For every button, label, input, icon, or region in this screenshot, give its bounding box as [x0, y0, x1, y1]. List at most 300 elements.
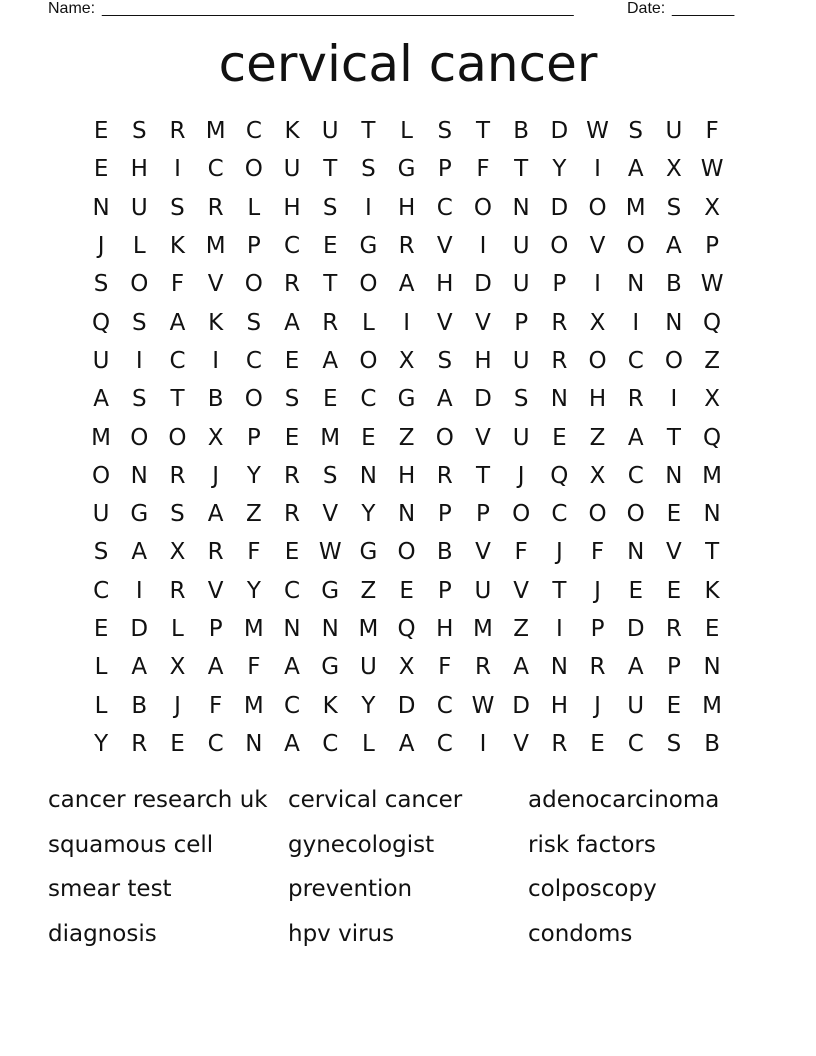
- grid-letter: P: [437, 156, 452, 183]
- grid-letter: H: [397, 194, 416, 221]
- grid-letter: S: [246, 309, 262, 336]
- grid-letter: R: [169, 577, 186, 604]
- grid-letter: S: [322, 462, 338, 489]
- grid-letter: P: [666, 654, 681, 681]
- grid-letter: S: [666, 194, 682, 221]
- grid-letter: E: [93, 156, 109, 183]
- grid-letter: O: [664, 347, 683, 374]
- grid-letter: V: [475, 424, 491, 451]
- grid-letter: R: [284, 501, 301, 528]
- grid-letter: C: [284, 233, 301, 260]
- grid-letter: T: [170, 386, 185, 413]
- grid-letter: E: [628, 577, 643, 604]
- grid-letter: C: [284, 692, 301, 719]
- grid-letter: R: [474, 654, 491, 681]
- grid-letter: E: [666, 501, 682, 528]
- grid-letter: L: [361, 309, 375, 336]
- grid-letter: S: [131, 309, 147, 336]
- grid-letter: U: [130, 194, 148, 221]
- grid-letter: F: [590, 539, 605, 566]
- grid-letter: G: [397, 156, 416, 183]
- grid-letter: C: [207, 730, 224, 757]
- grid-letter: E: [590, 730, 605, 757]
- grid-letter: L: [94, 654, 108, 681]
- grid-letter: K: [322, 692, 338, 719]
- grid-letter: I: [479, 233, 487, 260]
- grid-letter: H: [436, 616, 454, 642]
- grid-letter: H: [130, 156, 148, 183]
- grid-letter: W: [586, 118, 609, 145]
- grid-letter: E: [666, 577, 682, 604]
- grid-letter: S: [437, 347, 453, 374]
- grid-letter: X: [589, 309, 606, 336]
- grid-letter: A: [627, 156, 644, 183]
- grid-letter: R: [589, 654, 606, 681]
- grid-letter: O: [626, 233, 645, 260]
- grid-letter: B: [513, 118, 530, 145]
- grid-letter: A: [666, 233, 682, 260]
- grid-letter: G: [130, 501, 149, 528]
- grid-letter: W: [700, 271, 724, 298]
- word-list-item: diagnosis: [48, 921, 157, 948]
- grid-letter: E: [170, 730, 185, 757]
- grid-letter: P: [705, 233, 720, 260]
- word-list-item: risk factors: [528, 831, 656, 858]
- grid-letter: N: [321, 616, 339, 642]
- grid-letter: N: [245, 730, 263, 757]
- grid-letter: M: [91, 424, 112, 451]
- grid-letter: E: [322, 386, 338, 413]
- grid-letter: Z: [589, 424, 606, 451]
- grid-letter: G: [397, 386, 416, 413]
- date-label: Date:: [627, 0, 666, 17]
- grid-letter: N: [512, 194, 530, 221]
- grid-letter: U: [359, 654, 377, 681]
- grid-letter: D: [512, 692, 531, 719]
- grid-letter: A: [207, 501, 224, 528]
- grid-letter: O: [588, 194, 607, 221]
- grid-letter: U: [321, 118, 339, 145]
- grid-letter: C: [436, 194, 453, 221]
- grid-letter: A: [131, 539, 148, 566]
- grid-letter: P: [437, 501, 452, 528]
- word-list-item: smear test: [48, 876, 172, 903]
- grid-letter: L: [132, 233, 146, 260]
- grid-letter: P: [552, 271, 567, 298]
- grid-letter: C: [207, 156, 224, 183]
- grid-letter: S: [284, 386, 300, 413]
- grid-letter: W: [700, 156, 724, 183]
- grid-letter: R: [169, 462, 186, 489]
- grid-letter: I: [479, 730, 487, 757]
- word-list-item: gynecologist: [288, 831, 435, 858]
- grid-letter: V: [513, 730, 530, 757]
- grid-letter: R: [207, 539, 224, 566]
- grid-letter: M: [243, 692, 264, 719]
- grid-letter: O: [588, 347, 607, 374]
- grid-letter: V: [436, 309, 453, 336]
- grid-letter: O: [512, 501, 531, 528]
- grid-letter: I: [555, 616, 563, 642]
- grid-letter: T: [666, 424, 681, 451]
- grid-letter: Z: [513, 616, 530, 642]
- word-list-item: hpv virus: [288, 921, 395, 948]
- word-list-item: cancer research uk: [48, 787, 268, 814]
- grid-letter: B: [666, 271, 682, 298]
- grid-letter: O: [244, 271, 263, 298]
- grid-letter: C: [284, 577, 301, 604]
- grid-letter: N: [550, 386, 568, 413]
- grid-letter: N: [665, 462, 683, 489]
- grid-letter: S: [93, 539, 109, 566]
- grid-letter: L: [247, 194, 261, 221]
- grid-letter: J: [174, 692, 181, 719]
- grid-letter: R: [207, 194, 224, 221]
- grid-letter: E: [666, 692, 682, 719]
- grid-letter: S: [628, 118, 644, 145]
- grid-letter: P: [437, 577, 452, 604]
- grid-letter: R: [169, 118, 186, 145]
- grid-letter: N: [703, 654, 721, 681]
- grid-letter: S: [93, 271, 109, 298]
- grid-letter: R: [551, 347, 568, 374]
- grid-letter: M: [473, 616, 493, 642]
- grid-letter: T: [514, 156, 529, 183]
- grid-letter: E: [322, 233, 338, 260]
- grid-letter: N: [703, 501, 721, 528]
- grid-letter: J: [555, 539, 563, 566]
- grid-letter: C: [627, 462, 644, 489]
- word-list-item: adenocarcinoma: [528, 787, 720, 814]
- grid-letter: V: [207, 271, 224, 298]
- grid-letter: R: [398, 233, 415, 260]
- grid-letter: A: [93, 386, 109, 413]
- grid-letter: Y: [246, 577, 261, 604]
- grid-letter: B: [704, 730, 720, 757]
- grid-letter: S: [361, 156, 376, 183]
- grid-letter: Y: [552, 156, 567, 183]
- grid-letter: O: [244, 156, 263, 183]
- grid-letter: Y: [94, 730, 109, 757]
- grid-letter: B: [131, 692, 148, 719]
- grid-letter: D: [474, 271, 492, 298]
- grid-letter: E: [704, 616, 720, 642]
- grid-letter: O: [92, 462, 111, 489]
- grid-letter: O: [435, 424, 454, 451]
- grid-letter: F: [247, 539, 261, 566]
- grid-letter: T: [475, 462, 490, 489]
- grid-letter: U: [474, 577, 492, 604]
- grid-letter: C: [169, 347, 186, 374]
- grid-letter: X: [398, 654, 415, 681]
- grid-letter: U: [512, 424, 530, 451]
- grid-letter: H: [588, 386, 607, 413]
- grid-letter: Y: [361, 692, 376, 719]
- grid-letter: S: [666, 730, 682, 757]
- grid-letter: O: [588, 501, 607, 528]
- grid-letter: V: [207, 577, 224, 604]
- grid-letter: A: [207, 654, 224, 681]
- grid-letter: A: [627, 654, 644, 681]
- grid-letter: E: [284, 347, 300, 374]
- grid-letter: G: [359, 539, 378, 566]
- word-search-grid: [82, 112, 730, 760]
- grid-letter: M: [205, 118, 226, 145]
- grid-letter: P: [246, 424, 261, 451]
- grid-letter: K: [169, 233, 186, 260]
- grid-letter: J: [212, 462, 220, 489]
- grid-letter: T: [323, 156, 338, 183]
- grid-letter: F: [170, 271, 185, 298]
- grid-letter: V: [436, 233, 453, 260]
- grid-letter: I: [670, 386, 678, 413]
- grid-letter: Z: [704, 347, 720, 374]
- grid-letter: A: [513, 654, 530, 681]
- grid-letter: E: [361, 424, 376, 451]
- grid-letter: C: [360, 386, 377, 413]
- grid-letter: C: [436, 692, 453, 719]
- grid-letter: Q: [550, 462, 569, 489]
- grid-letter: D: [626, 616, 645, 642]
- grid-letter: Z: [245, 501, 262, 528]
- grid-letter: C: [627, 347, 644, 374]
- grid-letter: V: [513, 577, 530, 604]
- grid-letter: M: [243, 616, 264, 642]
- grid-letter: N: [130, 462, 148, 489]
- grid-letter: X: [169, 654, 186, 681]
- page-title: cervical cancer: [218, 35, 598, 93]
- grid-letter: X: [666, 156, 682, 183]
- grid-letter: H: [283, 194, 301, 221]
- grid-letter: S: [513, 386, 529, 413]
- grid-letter: C: [322, 730, 339, 757]
- grid-letter: C: [93, 577, 110, 604]
- grid-letter: R: [436, 462, 453, 489]
- grid-letter: N: [550, 654, 568, 681]
- grid-letter: I: [135, 347, 143, 374]
- grid-letter: P: [590, 616, 605, 642]
- grid-letter: L: [361, 730, 375, 757]
- grid-letter: M: [205, 233, 226, 260]
- grid-letter: B: [207, 386, 224, 413]
- grid-letter: N: [627, 539, 645, 566]
- grid-letter: H: [550, 692, 568, 719]
- grid-letter: X: [169, 539, 186, 566]
- grid-letter: A: [284, 309, 300, 336]
- grid-letter: N: [283, 616, 301, 642]
- grid-letter: N: [397, 501, 416, 528]
- word-list-item: condoms: [528, 921, 633, 948]
- grid-letter: Z: [360, 577, 377, 604]
- grid-letter: O: [473, 194, 493, 221]
- grid-letter: X: [398, 347, 415, 374]
- grid-letter: L: [400, 118, 413, 145]
- grid-letter: A: [131, 654, 148, 681]
- grid-letter: S: [131, 386, 147, 413]
- word-list-item: colposcopy: [528, 876, 657, 903]
- grid-letter: E: [399, 577, 414, 604]
- grid-letter: I: [403, 309, 410, 336]
- grid-letter: J: [594, 692, 601, 719]
- grid-letter: M: [625, 194, 646, 221]
- grid-letter: V: [475, 309, 491, 336]
- grid-letter: N: [627, 271, 645, 298]
- grid-letter: A: [322, 347, 339, 374]
- grid-letter: M: [702, 462, 723, 489]
- grid-letter: R: [551, 730, 568, 757]
- grid-letter: O: [130, 271, 149, 298]
- grid-letter: Q: [397, 616, 416, 642]
- grid-letter: S: [131, 118, 147, 145]
- name-blank-line: _____________________________________________________: [102, 0, 574, 17]
- grid-letter: H: [474, 347, 492, 374]
- grid-letter: J: [594, 577, 601, 604]
- grid-letter: R: [284, 271, 301, 298]
- grid-letter: X: [704, 386, 720, 413]
- grid-letter: U: [512, 233, 530, 260]
- grid-letter: A: [169, 309, 186, 336]
- grid-letter: M: [320, 424, 341, 451]
- grid-letter: V: [322, 501, 339, 528]
- grid-letter: K: [284, 118, 300, 145]
- grid-letter: A: [627, 424, 644, 451]
- grid-letter: R: [551, 309, 568, 336]
- grid-letter: R: [131, 730, 148, 757]
- grid-letter: W: [471, 692, 495, 719]
- grid-letter: E: [284, 539, 300, 566]
- grid-letter: U: [665, 118, 683, 145]
- grid-letter: Q: [703, 309, 722, 336]
- grid-letter: O: [397, 539, 416, 566]
- grid-letter: C: [436, 730, 453, 757]
- word-list-item: cervical cancer: [288, 787, 463, 814]
- grid-letter: S: [437, 118, 453, 145]
- grid-letter: M: [702, 692, 723, 719]
- grid-letter: X: [589, 462, 606, 489]
- grid-letter: D: [130, 616, 149, 642]
- grid-letter: C: [245, 347, 262, 374]
- grid-letter: U: [512, 271, 530, 298]
- grid-letter: C: [627, 730, 644, 757]
- grid-letter: O: [626, 501, 645, 528]
- word-list-item: prevention: [288, 876, 413, 903]
- grid-letter: Z: [398, 424, 415, 451]
- grid-letter: K: [704, 577, 720, 604]
- grid-letter: X: [704, 194, 720, 221]
- grid-letter: S: [322, 194, 338, 221]
- grid-letter: R: [322, 309, 339, 336]
- grid-letter: X: [207, 424, 224, 451]
- grid-letter: P: [246, 233, 261, 260]
- grid-letter: M: [358, 616, 379, 642]
- grid-letter: V: [666, 539, 682, 566]
- grid-letter: T: [361, 118, 376, 145]
- grid-letter: A: [284, 654, 300, 681]
- grid-letter: I: [594, 156, 601, 183]
- grid-letter: F: [209, 692, 223, 719]
- grid-letter: C: [551, 501, 568, 528]
- grid-letter: U: [92, 501, 110, 528]
- grid-letter: C: [245, 118, 262, 145]
- grid-letter: J: [517, 462, 525, 489]
- grid-letter: G: [321, 654, 340, 681]
- name-label: Name:: [48, 0, 96, 17]
- grid-letter: L: [94, 692, 108, 719]
- word-list-item: squamous cell: [48, 831, 214, 858]
- grid-letter: F: [476, 156, 490, 183]
- grid-letter: W: [318, 539, 342, 566]
- grid-letter: G: [359, 233, 378, 260]
- grid-letter: A: [398, 730, 415, 757]
- grid-letter: F: [705, 118, 719, 145]
- grid-letter: O: [244, 386, 263, 413]
- grid-letter: B: [436, 539, 453, 566]
- grid-letter: I: [365, 194, 372, 221]
- word-list: [48, 778, 768, 956]
- grid-letter: A: [436, 386, 453, 413]
- grid-letter: O: [130, 424, 149, 451]
- grid-letter: E: [93, 118, 109, 145]
- grid-letter: A: [284, 730, 300, 757]
- grid-letter: E: [93, 616, 109, 642]
- grid-letter: U: [92, 347, 110, 374]
- grid-letter: I: [174, 156, 181, 183]
- grid-letter: T: [475, 118, 490, 145]
- grid-letter: I: [135, 577, 143, 604]
- grid-letter: H: [397, 462, 416, 489]
- grid-letter: J: [97, 233, 105, 260]
- grid-letter: F: [438, 654, 452, 681]
- grid-letter: P: [476, 501, 490, 528]
- name-date-header: [48, 0, 748, 18]
- grid-letter: A: [398, 271, 415, 298]
- grid-letter: D: [550, 118, 569, 145]
- grid-letter: L: [171, 616, 184, 642]
- grid-letter: E: [284, 424, 300, 451]
- grid-letter: F: [514, 539, 528, 566]
- grid-letter: R: [665, 616, 682, 642]
- grid-letter: F: [247, 654, 261, 681]
- grid-letter: E: [552, 424, 567, 451]
- grid-letter: N: [665, 309, 683, 336]
- grid-letter: O: [168, 424, 187, 451]
- grid-letter: P: [208, 616, 223, 642]
- grid-letter: U: [512, 347, 530, 374]
- grid-letter: Y: [246, 462, 261, 489]
- grid-letter: R: [284, 462, 301, 489]
- grid-letter: N: [92, 194, 110, 221]
- grid-letter: T: [552, 577, 567, 604]
- grid-letter: Q: [703, 424, 722, 451]
- grid-letter: U: [627, 692, 645, 719]
- grid-letter: Q: [92, 309, 111, 336]
- date-blank-line: _______: [672, 0, 735, 17]
- grid-letter: V: [589, 233, 606, 260]
- grid-letter: G: [321, 577, 340, 604]
- grid-letter: D: [550, 194, 569, 221]
- grid-letter: S: [170, 501, 185, 528]
- grid-letter: S: [170, 194, 185, 221]
- grid-letter: T: [323, 271, 338, 298]
- grid-letter: K: [208, 309, 224, 336]
- grid-letter: O: [550, 233, 569, 260]
- grid-letter: R: [627, 386, 644, 413]
- grid-letter: Y: [361, 501, 376, 528]
- grid-letter: U: [283, 156, 301, 183]
- grid-letter: O: [359, 271, 378, 298]
- grid-letter: H: [436, 271, 454, 298]
- grid-letter: I: [632, 309, 640, 336]
